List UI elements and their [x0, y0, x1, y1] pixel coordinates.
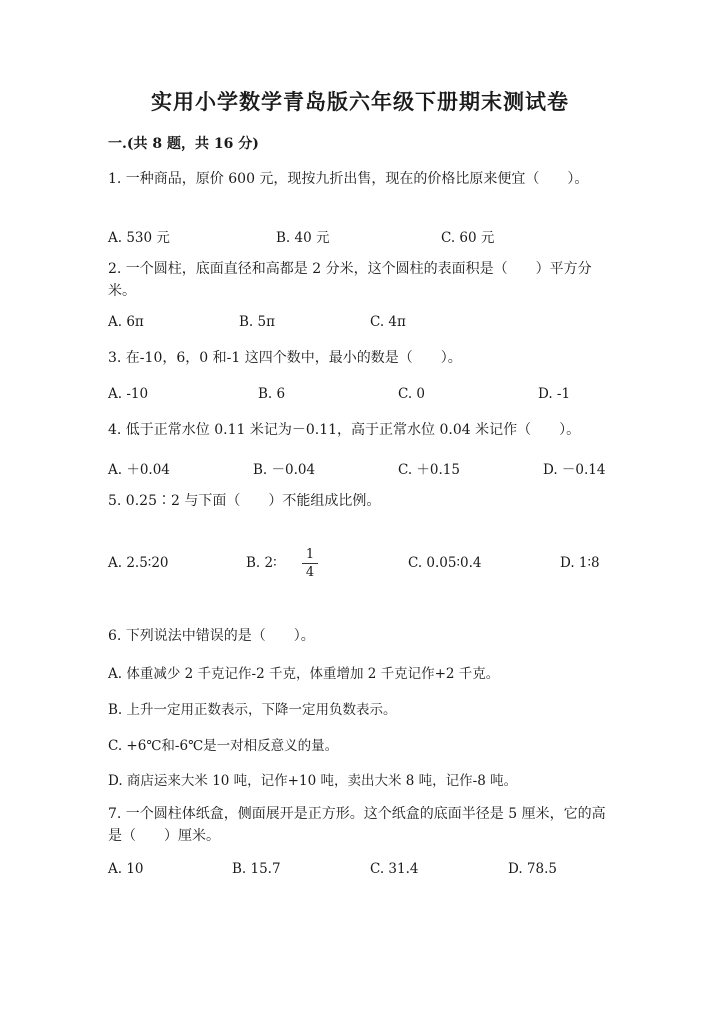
q3-option-c: C. 0 — [398, 386, 426, 402]
fraction-denominator: 4 — [305, 565, 315, 580]
fraction-bar — [302, 563, 318, 564]
fraction-numerator: 1 — [305, 547, 315, 562]
q6-option-a: A. 体重减少 2 千克记作-2 千克，体重增加 2 千克记作+2 千克。 — [108, 666, 500, 682]
page-title: 实用小学数学青岛版六年级下册期末测试卷 — [151, 89, 569, 114]
question-6: 6. 下列说法中错误的是（ ）。 — [108, 628, 315, 644]
q1-option-c: C. 60 元 — [441, 230, 495, 246]
q7-option-b: B. 15.7 — [232, 861, 281, 877]
q5-option-c: C. 0.05∶0.4 — [408, 555, 482, 571]
q7-option-a: A. 10 — [108, 861, 144, 877]
q5-option-b-fraction — [302, 547, 318, 580]
q1-option-a: A. 530 元 — [108, 230, 170, 246]
q6-option-c: C. +6℃和-6℃是一对相反意义的量。 — [108, 738, 339, 754]
q3-option-a: A. -10 — [108, 386, 149, 402]
q4-option-a: A. ＋0.04 — [108, 462, 170, 478]
q3-option-d: D. -1 — [538, 386, 571, 402]
question-3: 3. 在-10，6，0 和-1 这四个数中，最小的数是（ ）。 — [108, 350, 462, 366]
q6-option-d: D. 商店运来大米 10 吨，记作+10 吨，卖出大米 8 吨，记作-8 吨。 — [108, 773, 518, 789]
question-2: 2. 一个圆柱，底面直径和高都是 2 分米，这个圆柱的表面积是（ ）平方分米。 — [108, 261, 592, 299]
q7-option-c: C. 31.4 — [370, 861, 419, 877]
q1-option-b: B. 40 元 — [276, 230, 330, 246]
question-1: 1. 一种商品，原价 600 元，现按九折出售，现在的价格比原来便宜（ ）。 — [108, 171, 589, 187]
q5-option-a: A. 2.5∶20 — [108, 555, 169, 571]
q3-option-b: B. 6 — [258, 386, 286, 402]
q7-option-d: D. 78.5 — [508, 861, 557, 877]
q4-option-d: D. －0.14 — [543, 462, 606, 478]
q5-option-b: B. 2∶ — [246, 555, 277, 571]
q2-option-a: A. 6π — [108, 314, 144, 330]
question-7: 7. 一个圆柱体纸盒，侧面展开是正方形。这个纸盒的底面半径是 5 厘米，它的高是（ ）厘米。 — [108, 806, 606, 844]
question-4: 4. 低于正常水位 0.11 米记为－0.11，高于正常水位 0.04 米记作（ ）。 — [108, 422, 581, 438]
q6-option-b: B. 上升一定用正数表示，下降一定用负数表示。 — [108, 702, 397, 718]
q2-option-c: C. 4π — [370, 314, 406, 330]
q4-option-b: B. －0.04 — [253, 462, 316, 478]
q5-option-d: D. 1∶8 — [560, 555, 600, 571]
q2-option-b: B. 5π — [239, 314, 275, 330]
question-5: 5. 0.25∶2 与下面（ ）不能组成比例。 — [108, 493, 381, 509]
section-heading: 一.(共 8 题，共 16 分) — [108, 136, 259, 152]
q4-option-c: C. ＋0.15 — [398, 462, 460, 478]
